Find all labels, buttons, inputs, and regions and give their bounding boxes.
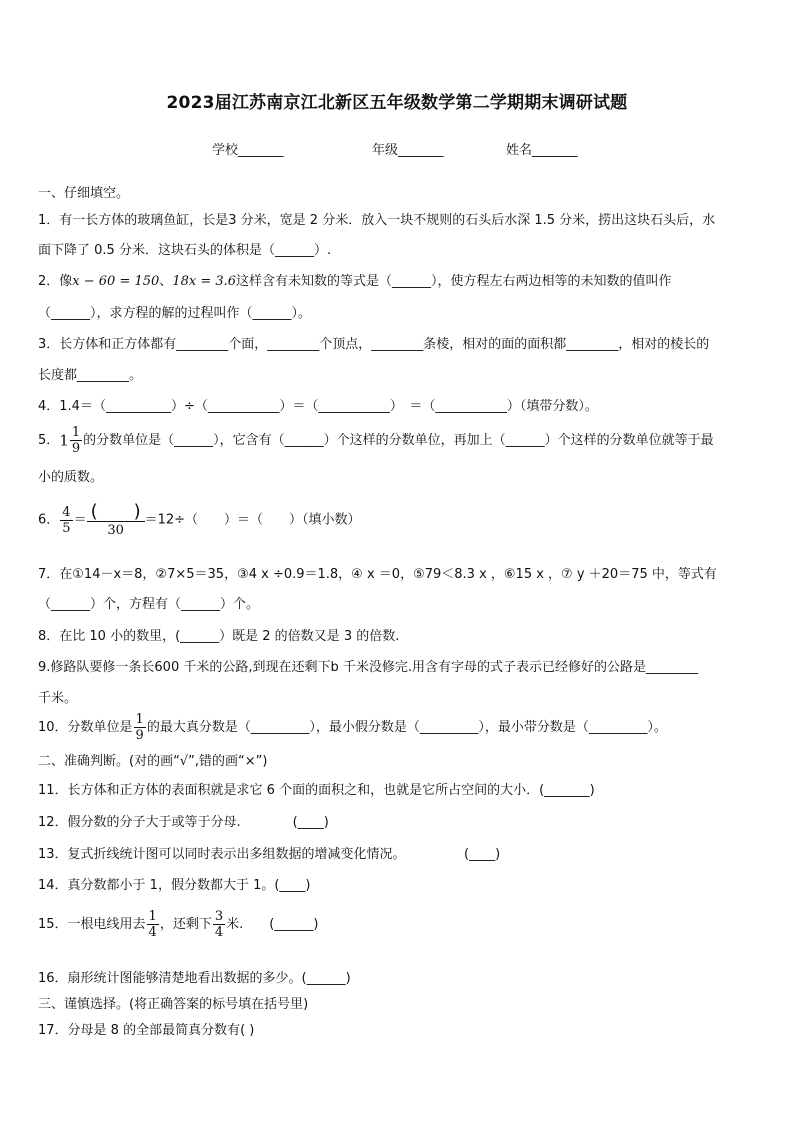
fraction: [134, 713, 146, 742]
numerator: 1: [71, 425, 81, 440]
question-7-line-1: 7．在①14－x＝8，②7×5＝35，③4 x ÷0.9＝1.8，④ x ＝0，⑤79＜8.3 x ，⑥15 x ，⑦ y ＋20＝75 中，等式有: [38, 567, 717, 582]
numerator: 3: [214, 909, 224, 924]
fraction: [147, 910, 159, 939]
question-text: 10．分数单位是: [38, 720, 133, 735]
denominator: 4: [214, 925, 224, 940]
question-16: 16．扇形统计图能够清楚地看出数据的多少。(______): [38, 971, 351, 986]
question-9-line-2: 千米。: [38, 691, 78, 706]
question-17: 17．分母是 8 的全部最简真分数有( ): [38, 1023, 255, 1038]
section-heading-judge: 二、准确判断。(对的画“√”,错的画“×”): [38, 754, 268, 769]
separator: 、: [159, 274, 173, 289]
question-14: 14．真分数都小于 1，假分数都大于 1。(____): [38, 878, 311, 893]
question-text: 这样含有未知数的等式是（______），使方程左右两边相等的未知数的值叫作: [236, 274, 672, 289]
grade-field: 年级_______: [372, 143, 444, 158]
numerator: 1: [148, 909, 157, 924]
fraction: [60, 506, 72, 535]
name-field: 姓名_______: [506, 143, 578, 158]
question-13: 13．复式折线统计图可以同时表示出多组数据的增减变化情况。 (____): [38, 847, 501, 862]
section-heading-fill-in: 一、仔细填空。: [38, 186, 130, 201]
question-1-line-2: 面下降了 0.5 分米．这块石头的体积是（______）.: [38, 243, 332, 258]
question-number: 5．: [38, 433, 60, 448]
page-title: 2023届江苏南京江北新区五年级数学第二学期期末调研试题: [166, 93, 628, 113]
question-text: ＝12÷（ ）＝（ ）（填小数）: [144, 512, 361, 528]
question-7-line-2: （______）个，方程有（______）个。: [38, 597, 260, 612]
question-2-line-1: [38, 270, 764, 289]
blank-numerator: ( ): [87, 503, 145, 522]
equation: 18x = 3.6: [172, 274, 237, 289]
question-text: 15．一根电线用去: [38, 917, 146, 932]
question-6: [38, 503, 764, 537]
whole-part: 1: [59, 431, 69, 450]
question-3-line-2: 长度都________。: [38, 368, 143, 383]
denominator: 9: [71, 441, 81, 456]
question-1-line-1: 1．有一长方体的玻璃鱼缸，长是3 分米，宽是 2 分米．放入一块不规则的石头后水深 1.5 分米，捞出这块石头后，水: [38, 213, 716, 228]
question-12: 12．假分数的分子大于或等于分母. (____): [38, 815, 329, 830]
denominator: 4: [148, 925, 157, 940]
equals-sign: ＝: [73, 512, 87, 528]
question-15: [38, 910, 764, 939]
denominator: 30: [107, 523, 124, 538]
question-5-line-1: [38, 426, 764, 455]
school-field: 学校_______: [212, 143, 284, 158]
question-9-line-1: 9.修路队要修一条长600 千米的公路,到现在还剩下b 千米没修完.用含有字母的式子表示已经修好的公路是________: [38, 660, 698, 675]
mixed-number: [59, 426, 83, 455]
numerator: 4: [62, 504, 71, 520]
question-4: 4．1.4＝（__________）÷（___________）＝（___________） ＝（___________）（填带分数）。: [38, 399, 598, 414]
question-8: 8．在比 10 小的数里，(______）既是 2 的倍数又是 3 的倍数.: [38, 629, 400, 644]
question-11: 11．长方体和正方体的表面积就是求它 6 个面的面积之和，也就是它所占空间的大小．(_______): [38, 783, 595, 798]
question-2-line-2: （______），求方程的解的过程叫作（______）。: [38, 306, 312, 321]
denominator: 5: [62, 520, 71, 536]
question-10: [38, 713, 764, 742]
numerator: 1: [135, 712, 144, 727]
question-text: ，还剩下: [159, 917, 212, 932]
blank-fraction: [87, 503, 145, 537]
fraction: [213, 910, 225, 939]
fraction: [70, 426, 82, 455]
question-number: 6．: [38, 512, 60, 528]
question-text: 的最大真分数是（_________），最小假分数是（_________），最小带分数是（_________）。: [146, 720, 667, 735]
denominator: 9: [135, 728, 144, 743]
section-heading-choice: 三、谨慎选择。(将正确答案的标号填在括号里): [38, 997, 309, 1012]
equation: x − 60 = 150: [72, 274, 160, 289]
question-text: 的分数单位是（______），它含有（______）个这样的分数单位，再加上（______）个这样的分数单位就等于最: [83, 433, 714, 448]
question-text: 米. (______): [226, 917, 319, 932]
question-3-line-1: 3．长方体和正方体都有________个面，________个顶点，________条棱，相对的面的面积都________，相对的棱长的: [38, 337, 710, 352]
question-5-line-2: 小的质数。: [38, 470, 104, 485]
question-number: 2．像: [38, 274, 73, 289]
